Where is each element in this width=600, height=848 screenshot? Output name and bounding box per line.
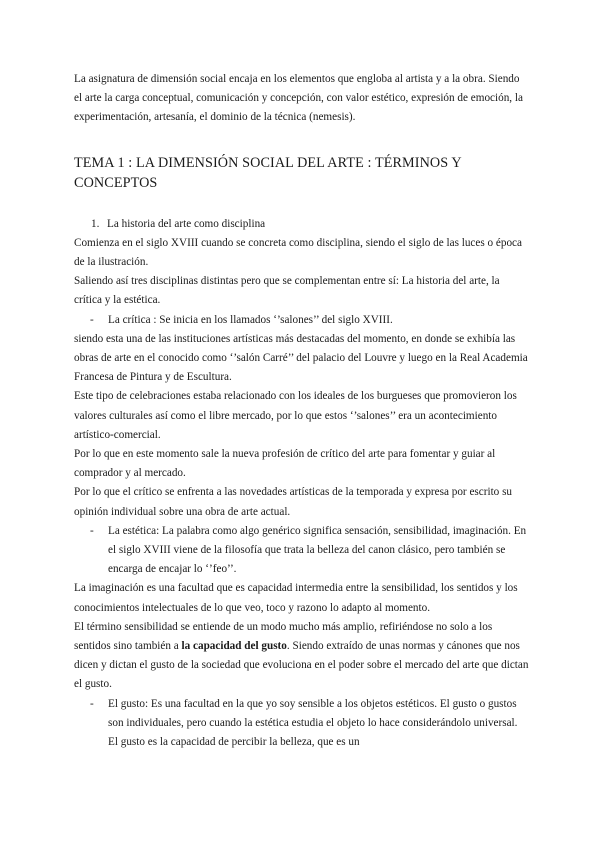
paragraph-text: El término sensibilidad se entiende de un modo mucho más amplio, refiriéndose no solo a los sentidos sino también a (74, 620, 493, 653)
paragraph: Saliendo así tres disciplinas distintas pero que se complementan entre sí: La historia del arte, la crítica y la estética. (74, 275, 500, 307)
bullet-text: El gusto: Es una facultad en la que yo soy sensible a los objetos estéticos. El gusto o gustos son individuales, pero cuando la estética estudia el objeto lo hace considerándolo universal. El gusto es la capacidad de percibir la belleza, que es un (108, 697, 518, 749)
paragraph: siendo esta una de las instituciones artísticas más destacadas del momento, en donde se exhibía las obras de arte en el conocido como ‘’salón Carré’’ del palacio del Louvre y luego en la Real Academia Francesa de Pintura y de Escultura. (74, 332, 528, 384)
item-number: 1. (91, 217, 100, 230)
section-title: TEMA 1 : LA DIMENSIÓN SOCIAL DEL ARTE : TÉRMINOS Y CONCEPTOS (74, 154, 462, 191)
item-text: La historia del arte como disciplina (107, 217, 266, 230)
bold-term: la capacidad del gusto (181, 640, 287, 653)
paragraph: Por lo que el crítico se enfrenta a las novedades artísticas de la temporada y expresa por escrito su opinión individual sobre una obra de arte actual. (74, 486, 513, 518)
bullet-item (74, 311, 530, 330)
bullet-text: La crítica : Se inicia en los llamados ‘’salones’’ del siglo XVIII. (108, 313, 393, 326)
paragraph: Comienza en el siglo XVIII cuando se concreta como disciplina, siendo el siglo de las luces o época de la ilustración. (74, 236, 522, 269)
paragraph (74, 618, 530, 695)
bullet-item (74, 695, 530, 753)
numbered-item (74, 215, 530, 234)
paragraph: La imaginación es una facultad que es capacidad intermedia entre la sensibilidad, los sentidos y los conocimientos intelectuales de lo que veo, toco y razono lo adapto al momento. (74, 582, 518, 614)
bullet-dash: - (90, 697, 94, 710)
intro-paragraph: La asignatura de dimensión social encaja en los elementos que engloba al artista y a la obra. Siendo el arte la carga conceptual, comunicación y concepción, con valor estético, expresión de emoción, la experimentación, artesanía, el dominio de la técnica (nemesis). (74, 73, 523, 124)
document-page (74, 70, 530, 752)
paragraph: Por lo que en este momento sale la nueva profesión de crítico del arte para fomentar y guiar al comprador y al mercado. (74, 448, 496, 480)
bullet-dash: - (90, 524, 94, 537)
paragraph-text: . Siendo extraído de unas normas y cánones que nos dicen y dictan el gusto de la sociedad que evoluciona en el poder sobre el mercado del arte que dictan el gusto. (74, 640, 529, 691)
paragraph: Este tipo de celebraciones estaba relacionado con los ideales de los burgueses que promovieron los valores culturales así como el libre mercado, por lo que estos ‘’salones’’ era un acontecimiento artístico-comercial. (74, 390, 517, 441)
bullet-dash: - (90, 313, 94, 326)
bullet-text: La estética: La palabra como algo genérico significa sensación, sensibilidad, imaginación. En el siglo XVIII viene de la filosofía que trata la belleza del canon clásico, pero también se encarga de encajar lo ‘’feo’’. (108, 524, 527, 576)
bullet-item (74, 522, 530, 580)
